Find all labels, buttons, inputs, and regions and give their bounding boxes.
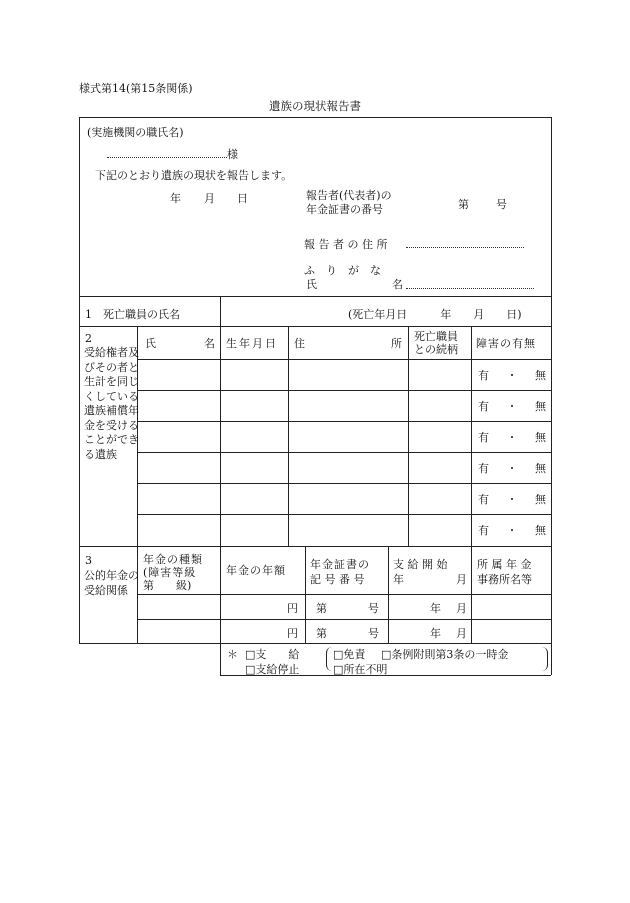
- page-title: 遺族の現状報告書: [269, 99, 361, 113]
- addressee-label: (実施機関の職氏名): [87, 126, 184, 139]
- s3-col-line: [220, 546, 221, 675]
- checkbox-shozai-fumei[interactable]: □所在不明: [333, 663, 388, 676]
- cert-dai: 第: [316, 627, 327, 640]
- reporter-address-label: 報 告 者 の 住 所: [304, 238, 388, 251]
- cert-dai: 第: [458, 198, 469, 211]
- date-month: 月: [204, 192, 215, 205]
- header-relation: 死亡職員との続柄: [414, 330, 458, 356]
- form-border-right: [551, 117, 552, 675]
- checkbox-fusoku-ichijikin[interactable]: □条例附則第3条の一時金: [381, 648, 509, 661]
- addressee-honorific: 様: [227, 148, 238, 161]
- amount-yen: 円: [287, 627, 298, 640]
- reporter-cert-label: 報告者(代表者)の 年金証書の番号: [306, 189, 392, 216]
- header-pension-office: 所 属 年 金 事務所名等: [477, 558, 532, 586]
- disability-option[interactable]: 有 ・ 無: [478, 400, 546, 413]
- asterisk-mark: ＊: [227, 648, 238, 661]
- section3-top-line: [79, 546, 551, 547]
- amount-yen: 円: [287, 602, 298, 615]
- header-payment-start: 支 給 開 始 年 月: [393, 558, 467, 586]
- section2-top-line: [79, 326, 551, 327]
- section3-label: 公的年金の受給関係: [84, 569, 139, 597]
- section1-top-line: [79, 296, 551, 297]
- s2-col-line: [408, 326, 409, 546]
- header-pension-kind: 年金の種類 (障害等級 第 級): [143, 553, 203, 592]
- date-day: 日: [237, 192, 248, 205]
- header-birth: 生年月日: [226, 337, 278, 350]
- start-month: 月: [456, 627, 467, 640]
- checkbox-shikyu-teishi[interactable]: □支給停止: [245, 663, 300, 676]
- disability-option[interactable]: 有 ・ 無: [478, 369, 546, 382]
- s2-col-line: [220, 326, 221, 546]
- intro-text: 下記のとおり遺族の現状を報告します。: [95, 169, 293, 182]
- cert-go: 号: [368, 602, 379, 615]
- checkbox-shikyu[interactable]: □支 給: [245, 648, 300, 661]
- header-name: 氏 名: [145, 337, 215, 350]
- start-year: 年: [430, 627, 441, 640]
- form-border-top: [79, 117, 551, 118]
- header-disability: 障害の有無: [476, 337, 536, 350]
- header-payment-start-ym: 年 月: [393, 573, 467, 586]
- cert-go: 号: [368, 627, 379, 640]
- disability-option[interactable]: 有 ・ 無: [478, 462, 546, 475]
- cert-go: 号: [496, 198, 507, 211]
- cert-dai: 第: [316, 602, 327, 615]
- disability-option[interactable]: 有 ・ 無: [478, 431, 546, 444]
- addressee-line[interactable]: [107, 157, 227, 158]
- reporter-name-line[interactable]: [406, 288, 534, 289]
- form-border-left: [79, 117, 80, 643]
- section1-label: 1 死亡職員の氏名: [85, 308, 180, 321]
- s2-col-line: [288, 326, 289, 546]
- header-pension-amount: 年金の年額: [226, 564, 286, 577]
- section2-number: 2: [85, 332, 92, 345]
- s3-col-line: [471, 546, 472, 643]
- section1-divider: [220, 296, 221, 326]
- disability-option[interactable]: 有 ・ 無: [478, 524, 546, 537]
- header-address: 住 所: [294, 337, 402, 350]
- s3-row-line: [137, 619, 551, 620]
- section3-bottom-line: [79, 643, 551, 644]
- s3-col-line: [388, 546, 389, 643]
- header-cert-number: 年金証書の 記 号 番 号: [310, 558, 370, 586]
- start-year: 年: [430, 602, 441, 615]
- start-month: 月: [456, 602, 467, 615]
- section2-label: 受給権者及びその者と生計を同じくしている遺族補償年金を受けることができる遺族: [84, 346, 139, 461]
- disability-option[interactable]: 有 ・ 無: [478, 493, 546, 506]
- furigana-label: ふ り が な: [304, 264, 381, 277]
- date-year: 年: [170, 192, 181, 205]
- name-label-mei: 名: [392, 278, 403, 291]
- section3-number: 3: [85, 554, 92, 567]
- reporter-address-line[interactable]: [406, 247, 524, 248]
- checkbox-menseki[interactable]: □免責: [333, 648, 366, 661]
- name-label-shi: 氏: [306, 278, 317, 291]
- s3-row-line: [137, 594, 551, 595]
- s2-col-line: [471, 326, 472, 546]
- form-number: 様式第14(第15条関係): [79, 82, 193, 95]
- death-date: (死亡年月日 年 月 日): [348, 308, 522, 321]
- s3-col-line: [305, 546, 306, 643]
